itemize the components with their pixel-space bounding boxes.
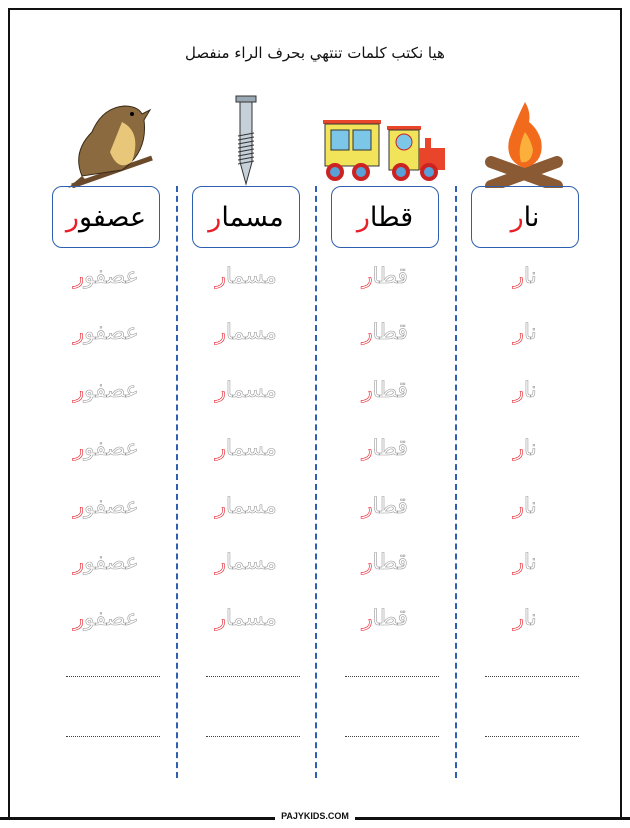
trace-stem: عصفو [83, 606, 139, 631]
writing-line[interactable] [345, 676, 439, 677]
trace-ending-letter: ر [73, 320, 84, 345]
trace-word [52, 550, 160, 575]
word-stem: عصفو [78, 201, 147, 233]
trace-ending-letter: ر [362, 494, 373, 519]
word-card [52, 186, 160, 248]
trace-word [471, 264, 579, 289]
trace-ending-letter: ر [215, 606, 226, 631]
word-stem: مسما [221, 201, 284, 233]
trace-word [471, 436, 579, 461]
trace-ending-letter: ر [513, 494, 524, 519]
trace-ending-letter: ر [73, 436, 84, 461]
trace-word [471, 494, 579, 519]
word-card [192, 186, 300, 248]
trace-word [192, 606, 300, 631]
trace-ending-letter: ر [513, 264, 524, 289]
trace-ending-letter: ر [215, 264, 226, 289]
trace-stem: قطا [372, 264, 408, 289]
trace-ending-letter: ر [513, 550, 524, 575]
trace-word [192, 550, 300, 575]
writing-line[interactable] [66, 736, 160, 737]
trace-stem: عصفو [83, 494, 139, 519]
writing-line[interactable] [206, 736, 300, 737]
trace-word [192, 320, 300, 345]
trace-ending-letter: ر [362, 320, 373, 345]
trace-stem: نا [523, 606, 537, 631]
trace-word [471, 378, 579, 403]
trace-stem: نا [523, 378, 537, 403]
writing-line[interactable] [206, 676, 300, 677]
column-divider [455, 186, 457, 778]
worksheet-title: هيا نكتب كلمات تنتهي بحرف الراء منفصل [185, 44, 445, 62]
trace-stem: مسما [225, 378, 277, 403]
trace-ending-letter: ر [513, 378, 524, 403]
trace-stem: مسما [225, 436, 277, 461]
trace-ending-letter: ر [215, 378, 226, 403]
trace-ending-letter: ر [362, 378, 373, 403]
word-ending-letter: ر [208, 201, 222, 233]
word-ending-letter: ر [356, 201, 370, 233]
trace-word [471, 606, 579, 631]
trace-word [331, 606, 439, 631]
trace-stem: قطا [372, 320, 408, 345]
trace-word [331, 436, 439, 461]
trace-ending-letter: ر [73, 494, 84, 519]
trace-stem: قطا [372, 550, 408, 575]
trace-stem: نا [523, 494, 537, 519]
trace-stem: عصفو [83, 436, 139, 461]
trace-ending-letter: ر [362, 264, 373, 289]
trace-stem: قطا [372, 494, 408, 519]
trace-word [331, 550, 439, 575]
trace-ending-letter: ر [362, 606, 373, 631]
writing-line[interactable] [485, 736, 579, 737]
trace-word [471, 320, 579, 345]
trace-stem: مسما [225, 264, 277, 289]
train-icon [331, 92, 439, 188]
writing-line[interactable] [485, 676, 579, 677]
bird-icon [52, 92, 160, 188]
campfire-icon [471, 92, 579, 188]
trace-stem: عصفو [83, 320, 139, 345]
trace-stem: مسما [225, 494, 277, 519]
trace-word [331, 320, 439, 345]
trace-ending-letter: ر [215, 320, 226, 345]
trace-word [192, 378, 300, 403]
trace-ending-letter: ر [362, 436, 373, 461]
trace-ending-letter: ر [513, 320, 524, 345]
trace-stem: نا [523, 320, 537, 345]
writing-line[interactable] [345, 736, 439, 737]
trace-word [192, 264, 300, 289]
word-ending-letter: ر [65, 201, 79, 233]
trace-word [52, 320, 160, 345]
trace-ending-letter: ر [73, 606, 84, 631]
trace-word [52, 436, 160, 461]
trace-word [331, 494, 439, 519]
trace-stem: قطا [372, 378, 408, 403]
word-stem: قطا [369, 201, 414, 233]
screw-icon [192, 92, 300, 188]
trace-stem: نا [523, 550, 537, 575]
trace-stem: قطا [372, 436, 408, 461]
word-card [471, 186, 579, 248]
trace-stem: مسما [225, 606, 277, 631]
trace-ending-letter: ر [215, 494, 226, 519]
trace-word [192, 494, 300, 519]
trace-word [52, 378, 160, 403]
column-divider [315, 186, 317, 778]
trace-stem: عصفو [83, 378, 139, 403]
trace-ending-letter: ر [215, 436, 226, 461]
trace-stem: قطا [372, 606, 408, 631]
trace-ending-letter: ر [513, 606, 524, 631]
footer [0, 811, 630, 821]
trace-stem: مسما [225, 550, 277, 575]
trace-stem: عصفو [83, 550, 139, 575]
trace-ending-letter: ر [215, 550, 226, 575]
trace-stem: نا [523, 436, 537, 461]
trace-ending-letter: ر [513, 436, 524, 461]
footer-text: PAJYKIDS.COM [278, 811, 352, 821]
column-divider [176, 186, 178, 778]
trace-ending-letter: ر [73, 550, 84, 575]
trace-word [471, 550, 579, 575]
trace-word [331, 378, 439, 403]
word-card [331, 186, 439, 248]
trace-word [192, 436, 300, 461]
word-ending-letter: ر [510, 201, 524, 233]
trace-ending-letter: ر [73, 378, 84, 403]
writing-line[interactable] [66, 676, 160, 677]
trace-stem: نا [523, 264, 537, 289]
trace-stem: عصفو [83, 264, 139, 289]
trace-ending-letter: ر [362, 550, 373, 575]
trace-word [331, 264, 439, 289]
trace-word [52, 264, 160, 289]
trace-stem: مسما [225, 320, 277, 345]
trace-word [52, 606, 160, 631]
trace-ending-letter: ر [73, 264, 84, 289]
trace-word [52, 494, 160, 519]
word-stem: نا [523, 201, 540, 233]
